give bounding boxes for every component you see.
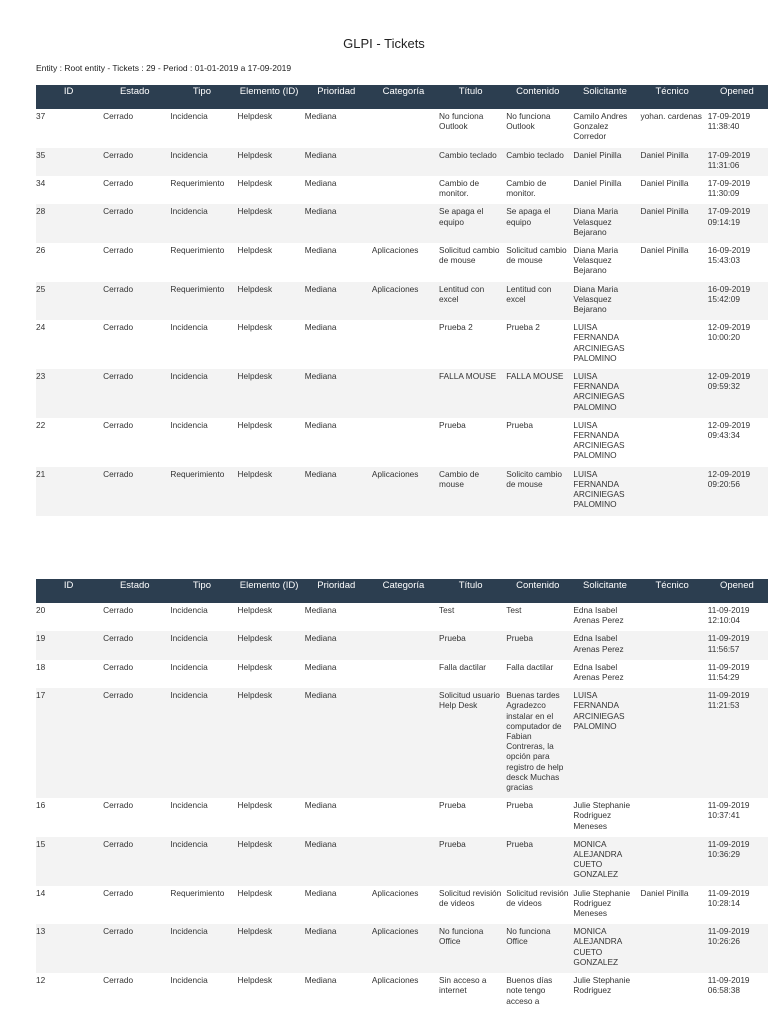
- cell-opened: 12-09-2019 09:43:34: [707, 419, 751, 441]
- col-prioridad-header: Prioridad: [303, 85, 370, 109]
- cell-solicitante: MONICA ALEJANDRA CUETO GONZALEZ: [571, 837, 638, 886]
- cell-opened: 11-09-2019 10:28:14: [707, 887, 750, 908]
- cell-categoria: Aplicaciones: [370, 924, 437, 973]
- cell-categoria: [370, 369, 437, 418]
- cell-tecnico: Daniel Pinilla: [640, 178, 689, 189]
- cell-solicitante: Daniel Pinilla: [573, 178, 622, 189]
- cell-estado: Cerrado: [103, 245, 134, 256]
- cell-solicitante: LUISA FERNANDA ARCINIEGAS PALOMINO: [573, 322, 625, 363]
- cell-categoria: [370, 176, 437, 204]
- cell-estado: Cerrado: [101, 688, 168, 798]
- col-id-header: ID: [36, 85, 101, 109]
- cell-contenido: Prueba: [506, 800, 533, 811]
- table-row: [36, 924, 768, 973]
- cell-titulo: Prueba: [439, 800, 466, 811]
- table-row: [36, 204, 768, 243]
- cell-categoria: Aplicaciones: [371, 975, 419, 986]
- cell-tecnico: Daniel Pinilla: [640, 887, 689, 898]
- cell-contenido: Cambio teclado: [504, 148, 571, 176]
- col-tecnico-header: Técnico: [639, 579, 706, 603]
- cell-id: 21: [36, 467, 101, 516]
- cell-id: 19: [36, 631, 101, 659]
- col-solicitante-header: Solicitante: [571, 579, 638, 603]
- cell-tecnico: [639, 688, 706, 798]
- cell-prioridad: Mediana: [304, 419, 337, 430]
- col-categoria-header: Categoría: [370, 85, 437, 109]
- cell-tipo: Incidencia: [168, 369, 235, 418]
- cell-solicitante: MONICA ALEJANDRA CUETO GONZALEZ: [571, 924, 638, 973]
- cell-id: 15: [36, 837, 101, 886]
- cell-opened: 17-09-2019 11:30:09: [707, 178, 751, 199]
- cell-estado: Cerrado: [103, 975, 134, 986]
- col-elemento-header: Elemento (ID): [236, 579, 303, 603]
- col-id-header: ID: [36, 579, 101, 603]
- cell-elemento: Helpdesk: [236, 924, 303, 973]
- cell-estado: Cerrado: [103, 419, 134, 430]
- table-row: [36, 798, 768, 837]
- cell-titulo: FALLA MOUSE: [437, 369, 504, 418]
- cell-contenido: Falla dactilar: [506, 661, 554, 672]
- col-opened-header: Opened: [706, 579, 768, 603]
- cell-prioridad: Mediana: [304, 111, 337, 121]
- col-estado-header: Estado: [101, 579, 168, 603]
- cell-prioridad: Mediana: [304, 661, 337, 672]
- cell-elemento: Helpdesk: [236, 837, 303, 886]
- col-contenido-header: Contenido: [504, 579, 571, 603]
- cell-solicitante: LUISA FERNANDA ARCINIEGAS PALOMINO: [573, 419, 625, 461]
- cell-opened: 12-09-2019 09:59:32: [706, 369, 768, 418]
- table-row: [36, 369, 768, 418]
- cell-opened: 11-09-2019 06:58:38: [707, 975, 750, 996]
- cell-solicitante: Camilo Andres Gonzalez Corredor: [573, 111, 628, 142]
- cell-categoria: [370, 148, 437, 176]
- cell-contenido: Prueba: [506, 419, 533, 430]
- cell-tipo: Incidencia: [168, 631, 235, 659]
- cell-opened: 11-09-2019 12:10:04: [707, 605, 750, 626]
- cell-elemento: Helpdesk: [236, 282, 303, 321]
- cell-opened: 11-09-2019 11:54:29: [707, 661, 750, 683]
- cell-prioridad: Mediana: [304, 605, 337, 615]
- cell-id: 16: [36, 800, 46, 811]
- cell-estado: Cerrado: [101, 837, 168, 886]
- cell-opened: 11-09-2019 11:56:57: [706, 631, 768, 659]
- cell-tipo: Incidencia: [168, 688, 235, 798]
- cell-tipo: Incidencia: [170, 605, 208, 615]
- cell-elemento: Helpdesk: [236, 467, 303, 516]
- cell-estado: Cerrado: [103, 887, 134, 898]
- cell-estado: Cerrado: [101, 204, 168, 243]
- cell-estado: Cerrado: [103, 178, 134, 189]
- cell-elemento: Helpdesk: [237, 322, 273, 333]
- table-row: [36, 418, 768, 467]
- cell-tipo: Incidencia: [170, 111, 208, 121]
- cell-categoria: [370, 109, 437, 148]
- cell-opened: 12-09-2019 09:20:56: [706, 467, 768, 516]
- cell-prioridad: Mediana: [303, 688, 370, 798]
- col-solicitante-header: Solicitante: [571, 85, 638, 109]
- cell-elemento: Helpdesk: [237, 178, 273, 189]
- cell-elemento: Helpdesk: [237, 975, 273, 986]
- cell-prioridad: Mediana: [304, 975, 337, 986]
- cell-id: 12: [36, 975, 46, 986]
- table-row: [36, 176, 768, 204]
- cell-categoria: [370, 798, 437, 837]
- table-row: [36, 837, 768, 886]
- cell-categoria: [370, 418, 437, 467]
- col-tecnico-header: Técnico: [639, 85, 706, 109]
- cell-contenido: Test: [506, 605, 522, 615]
- cell-tipo: Incidencia: [170, 419, 208, 430]
- cell-titulo: Test: [439, 605, 455, 615]
- cell-estado: Cerrado: [101, 148, 168, 176]
- cell-tecnico: yohan. cardenas: [640, 111, 702, 121]
- cell-solicitante: Julie Stephanie Rodriguez: [573, 975, 631, 996]
- cell-estado: Cerrado: [101, 924, 168, 973]
- cell-prioridad: Mediana: [304, 887, 337, 898]
- cell-id: 28: [36, 204, 101, 243]
- cell-tecnico: [639, 973, 706, 1012]
- table-row: [36, 631, 768, 659]
- cell-estado: Cerrado: [103, 322, 134, 333]
- cell-opened: 11-09-2019 10:26:26: [706, 924, 768, 973]
- cell-estado: Cerrado: [103, 111, 134, 121]
- table-row: [36, 886, 768, 925]
- cell-titulo: Solicitud cambio de mouse: [439, 245, 500, 266]
- cell-tipo: Requerimiento: [170, 245, 225, 256]
- cell-id: 22: [36, 419, 46, 430]
- table-row: [36, 148, 768, 176]
- cell-solicitante: Diana Maria Velasquez Bejarano: [571, 282, 638, 321]
- cell-categoria: Aplicaciones: [370, 282, 437, 321]
- cell-tipo: Requerimiento: [168, 467, 235, 516]
- cell-tipo: Incidencia: [170, 322, 208, 333]
- cell-prioridad: Mediana: [303, 631, 370, 659]
- cell-id: 23: [36, 369, 101, 418]
- cell-tecnico: [639, 924, 706, 973]
- cell-prioridad: Mediana: [304, 800, 337, 811]
- cell-titulo: Solicitud usuario Help Desk: [437, 688, 504, 798]
- col-titulo-header: Título: [437, 85, 504, 109]
- cell-contenido: Cambio de monitor.: [506, 178, 547, 199]
- cell-solicitante: Julie Stephanie Rodriguez Meneses: [573, 800, 631, 831]
- cell-categoria: Aplicaciones: [371, 245, 419, 256]
- table-row: [36, 109, 768, 148]
- cell-contenido: Prueba 2: [506, 322, 540, 333]
- col-contenido-header: Contenido: [504, 85, 571, 109]
- cell-titulo: Cambio de monitor.: [439, 178, 480, 199]
- cell-prioridad: Mediana: [303, 282, 370, 321]
- cell-tecnico: Daniel Pinilla: [639, 204, 706, 243]
- cell-contenido: Se apaga el equipo: [504, 204, 571, 243]
- cell-categoria: Aplicaciones: [371, 887, 419, 898]
- cell-tipo: Incidencia: [170, 975, 208, 986]
- cell-categoria: [370, 837, 437, 886]
- cell-titulo: Prueba: [437, 837, 504, 886]
- cell-opened: 17-09-2019 11:38:40: [707, 111, 751, 132]
- tickets-table-1: [36, 85, 768, 516]
- cell-solicitante: Edna Isabel Arenas Perez: [573, 661, 624, 683]
- cell-contenido: No funciona Office: [504, 924, 571, 973]
- cell-estado: Cerrado: [103, 605, 134, 615]
- cell-tipo: Incidencia: [168, 204, 235, 243]
- cell-opened: 12-09-2019 10:00:20: [707, 322, 751, 343]
- cell-id: 14: [36, 887, 46, 898]
- cell-estado: Cerrado: [101, 631, 168, 659]
- cell-titulo: Sin acceso a internet: [439, 975, 487, 996]
- table-row: [36, 282, 768, 321]
- table-header-row: [36, 579, 768, 603]
- cell-categoria: Aplicaciones: [370, 467, 437, 516]
- col-elemento-header: Elemento (ID): [236, 85, 303, 109]
- cell-tipo: Requerimiento: [168, 282, 235, 321]
- cell-opened: 11-09-2019 10:36:29: [706, 837, 768, 886]
- cell-contenido: Solicitud revisión de videos: [506, 887, 569, 908]
- cell-elemento: Helpdesk: [237, 419, 273, 430]
- report-meta: Entity : Root entity - Tickets : 29 - Period : 01-01-2019 a 17-09-2019: [36, 63, 292, 73]
- table-row: [36, 467, 768, 516]
- cell-estado: Cerrado: [101, 467, 168, 516]
- cell-titulo: Lentitud con excel: [437, 282, 504, 321]
- col-tipo-header: Tipo: [168, 85, 235, 109]
- cell-titulo: Cambio de mouse: [437, 467, 504, 516]
- cell-elemento: Helpdesk: [236, 148, 303, 176]
- cell-tecnico: [639, 418, 706, 467]
- cell-id: 37: [36, 111, 46, 121]
- table-row: [36, 688, 768, 798]
- cell-titulo: No funciona Outlook: [439, 111, 484, 132]
- cell-categoria: [370, 631, 437, 659]
- cell-tipo: Incidencia: [168, 148, 235, 176]
- cell-solicitante: LUISA FERNANDA ARCINIEGAS PALOMINO: [571, 369, 638, 418]
- cell-opened: 16-09-2019 15:43:03: [707, 245, 751, 266]
- cell-contenido: Prueba: [504, 837, 571, 886]
- table-row: [36, 320, 768, 369]
- cell-id: 18: [36, 661, 46, 672]
- cell-titulo: Se apaga el equipo: [437, 204, 504, 243]
- cell-categoria: [370, 660, 437, 688]
- cell-solicitante: Daniel Pinilla: [571, 148, 638, 176]
- cell-estado: Cerrado: [101, 282, 168, 321]
- cell-contenido: Solicitud cambio de mouse: [506, 245, 567, 266]
- cell-prioridad: Mediana: [303, 924, 370, 973]
- cell-solicitante: Edna Isabel Arenas Perez: [573, 605, 624, 626]
- cell-prioridad: Mediana: [303, 148, 370, 176]
- cell-titulo: Falla dactilar: [439, 661, 487, 672]
- cell-tecnico: [639, 320, 706, 369]
- cell-id: 34: [36, 178, 46, 189]
- cell-opened: 17-09-2019 09:14:19: [706, 204, 768, 243]
- cell-tecnico: [639, 603, 706, 631]
- col-titulo-header: Título: [437, 579, 504, 603]
- cell-tecnico: [639, 660, 706, 688]
- cell-id: 26: [36, 245, 46, 256]
- cell-tipo: Requerimiento: [170, 178, 225, 189]
- cell-contenido: Buenos días note tengo acceso a: [506, 975, 553, 1006]
- cell-tipo: Incidencia: [170, 661, 208, 672]
- table-header-row: [36, 85, 768, 109]
- cell-titulo: Prueba: [439, 419, 466, 430]
- cell-elemento: Helpdesk: [237, 245, 273, 256]
- cell-contenido: Prueba: [504, 631, 571, 659]
- cell-tecnico: [639, 369, 706, 418]
- cell-titulo: No funciona Office: [437, 924, 504, 973]
- cell-categoria: [370, 320, 437, 369]
- cell-id: 25: [36, 282, 101, 321]
- tickets-table-2: [36, 579, 768, 1012]
- cell-elemento: Helpdesk: [237, 605, 273, 615]
- cell-categoria: [370, 688, 437, 798]
- col-prioridad-header: Prioridad: [303, 579, 370, 603]
- table-row: [36, 973, 768, 1012]
- cell-estado: Cerrado: [103, 800, 134, 811]
- cell-prioridad: Mediana: [303, 467, 370, 516]
- cell-id: 35: [36, 148, 101, 176]
- cell-contenido: Lentitud con excel: [504, 282, 571, 321]
- cell-tecnico: Daniel Pinilla: [640, 245, 689, 256]
- cell-prioridad: Mediana: [304, 245, 337, 256]
- cell-contenido: No funciona Outlook: [506, 111, 551, 132]
- cell-titulo: Solicitud revisión de videos: [439, 887, 502, 908]
- cell-solicitante: Julie Stephanie Rodriguez Meneses: [573, 887, 631, 919]
- cell-prioridad: Mediana: [303, 837, 370, 886]
- cell-estado: Cerrado: [103, 661, 134, 672]
- cell-elemento: Helpdesk: [236, 369, 303, 418]
- col-estado-header: Estado: [101, 85, 168, 109]
- cell-id: 24: [36, 322, 46, 333]
- cell-tecnico: Daniel Pinilla: [639, 148, 706, 176]
- cell-prioridad: Mediana: [304, 322, 337, 333]
- cell-opened: 16-09-2019 15:42:09: [706, 282, 768, 321]
- cell-id: 13: [36, 924, 101, 973]
- cell-solicitante: Diana Maria Velasquez Bejarano: [571, 204, 638, 243]
- cell-titulo: Prueba: [437, 631, 504, 659]
- cell-tecnico: [639, 837, 706, 886]
- cell-tecnico: [639, 282, 706, 321]
- cell-prioridad: Mediana: [304, 178, 337, 189]
- cell-id: 17: [36, 688, 101, 798]
- report-title: GLPI - Tickets: [343, 36, 425, 51]
- cell-titulo: Prueba 2: [439, 322, 473, 333]
- cell-elemento: Helpdesk: [236, 204, 303, 243]
- cell-tipo: Incidencia: [168, 837, 235, 886]
- cell-tipo: Incidencia: [168, 924, 235, 973]
- cell-solicitante: LUISA FERNANDA ARCINIEGAS PALOMINO: [571, 688, 638, 798]
- table-row: [36, 660, 768, 688]
- cell-prioridad: Mediana: [303, 204, 370, 243]
- cell-elemento: Helpdesk: [237, 661, 273, 672]
- cell-solicitante: Diana Maria Velasquez Bejarano: [573, 245, 619, 276]
- cell-tecnico: [639, 798, 706, 837]
- cell-contenido: Solicito cambio de mouse: [504, 467, 571, 516]
- cell-solicitante: LUISA FERNANDA ARCINIEGAS PALOMINO: [571, 467, 638, 516]
- cell-elemento: Helpdesk: [237, 800, 273, 811]
- cell-titulo: Cambio teclado: [437, 148, 504, 176]
- table-row: [36, 603, 768, 631]
- cell-tecnico: [639, 631, 706, 659]
- cell-opened: 11-09-2019 10:37:41: [707, 800, 750, 821]
- cell-opened: 17-09-2019 11:31:06: [706, 148, 768, 176]
- col-categoria-header: Categoría: [370, 579, 437, 603]
- cell-elemento: Helpdesk: [237, 111, 273, 121]
- cell-categoria: [370, 603, 437, 631]
- cell-estado: Cerrado: [101, 369, 168, 418]
- cell-opened: 11-09-2019 11:21:53: [706, 688, 768, 798]
- cell-tipo: Requerimiento: [170, 887, 225, 898]
- cell-tipo: Incidencia: [170, 800, 208, 811]
- table-row: [36, 243, 768, 282]
- col-opened-header: Opened: [706, 85, 768, 109]
- cell-categoria: [370, 204, 437, 243]
- cell-prioridad: Mediana: [303, 369, 370, 418]
- cell-tecnico: [639, 467, 706, 516]
- cell-contenido: FALLA MOUSE: [504, 369, 571, 418]
- cell-elemento: Helpdesk: [237, 887, 273, 898]
- cell-solicitante: Edna Isabel Arenas Perez: [571, 631, 638, 659]
- col-tipo-header: Tipo: [168, 579, 235, 603]
- cell-contenido: Buenas tardes Agradezco instalar en el computador de Fabian Contreras, la opción para registro de help desck Muchas gracias: [504, 688, 571, 798]
- cell-elemento: Helpdesk: [236, 631, 303, 659]
- cell-elemento: Helpdesk: [236, 688, 303, 798]
- cell-id: 20: [36, 605, 46, 615]
